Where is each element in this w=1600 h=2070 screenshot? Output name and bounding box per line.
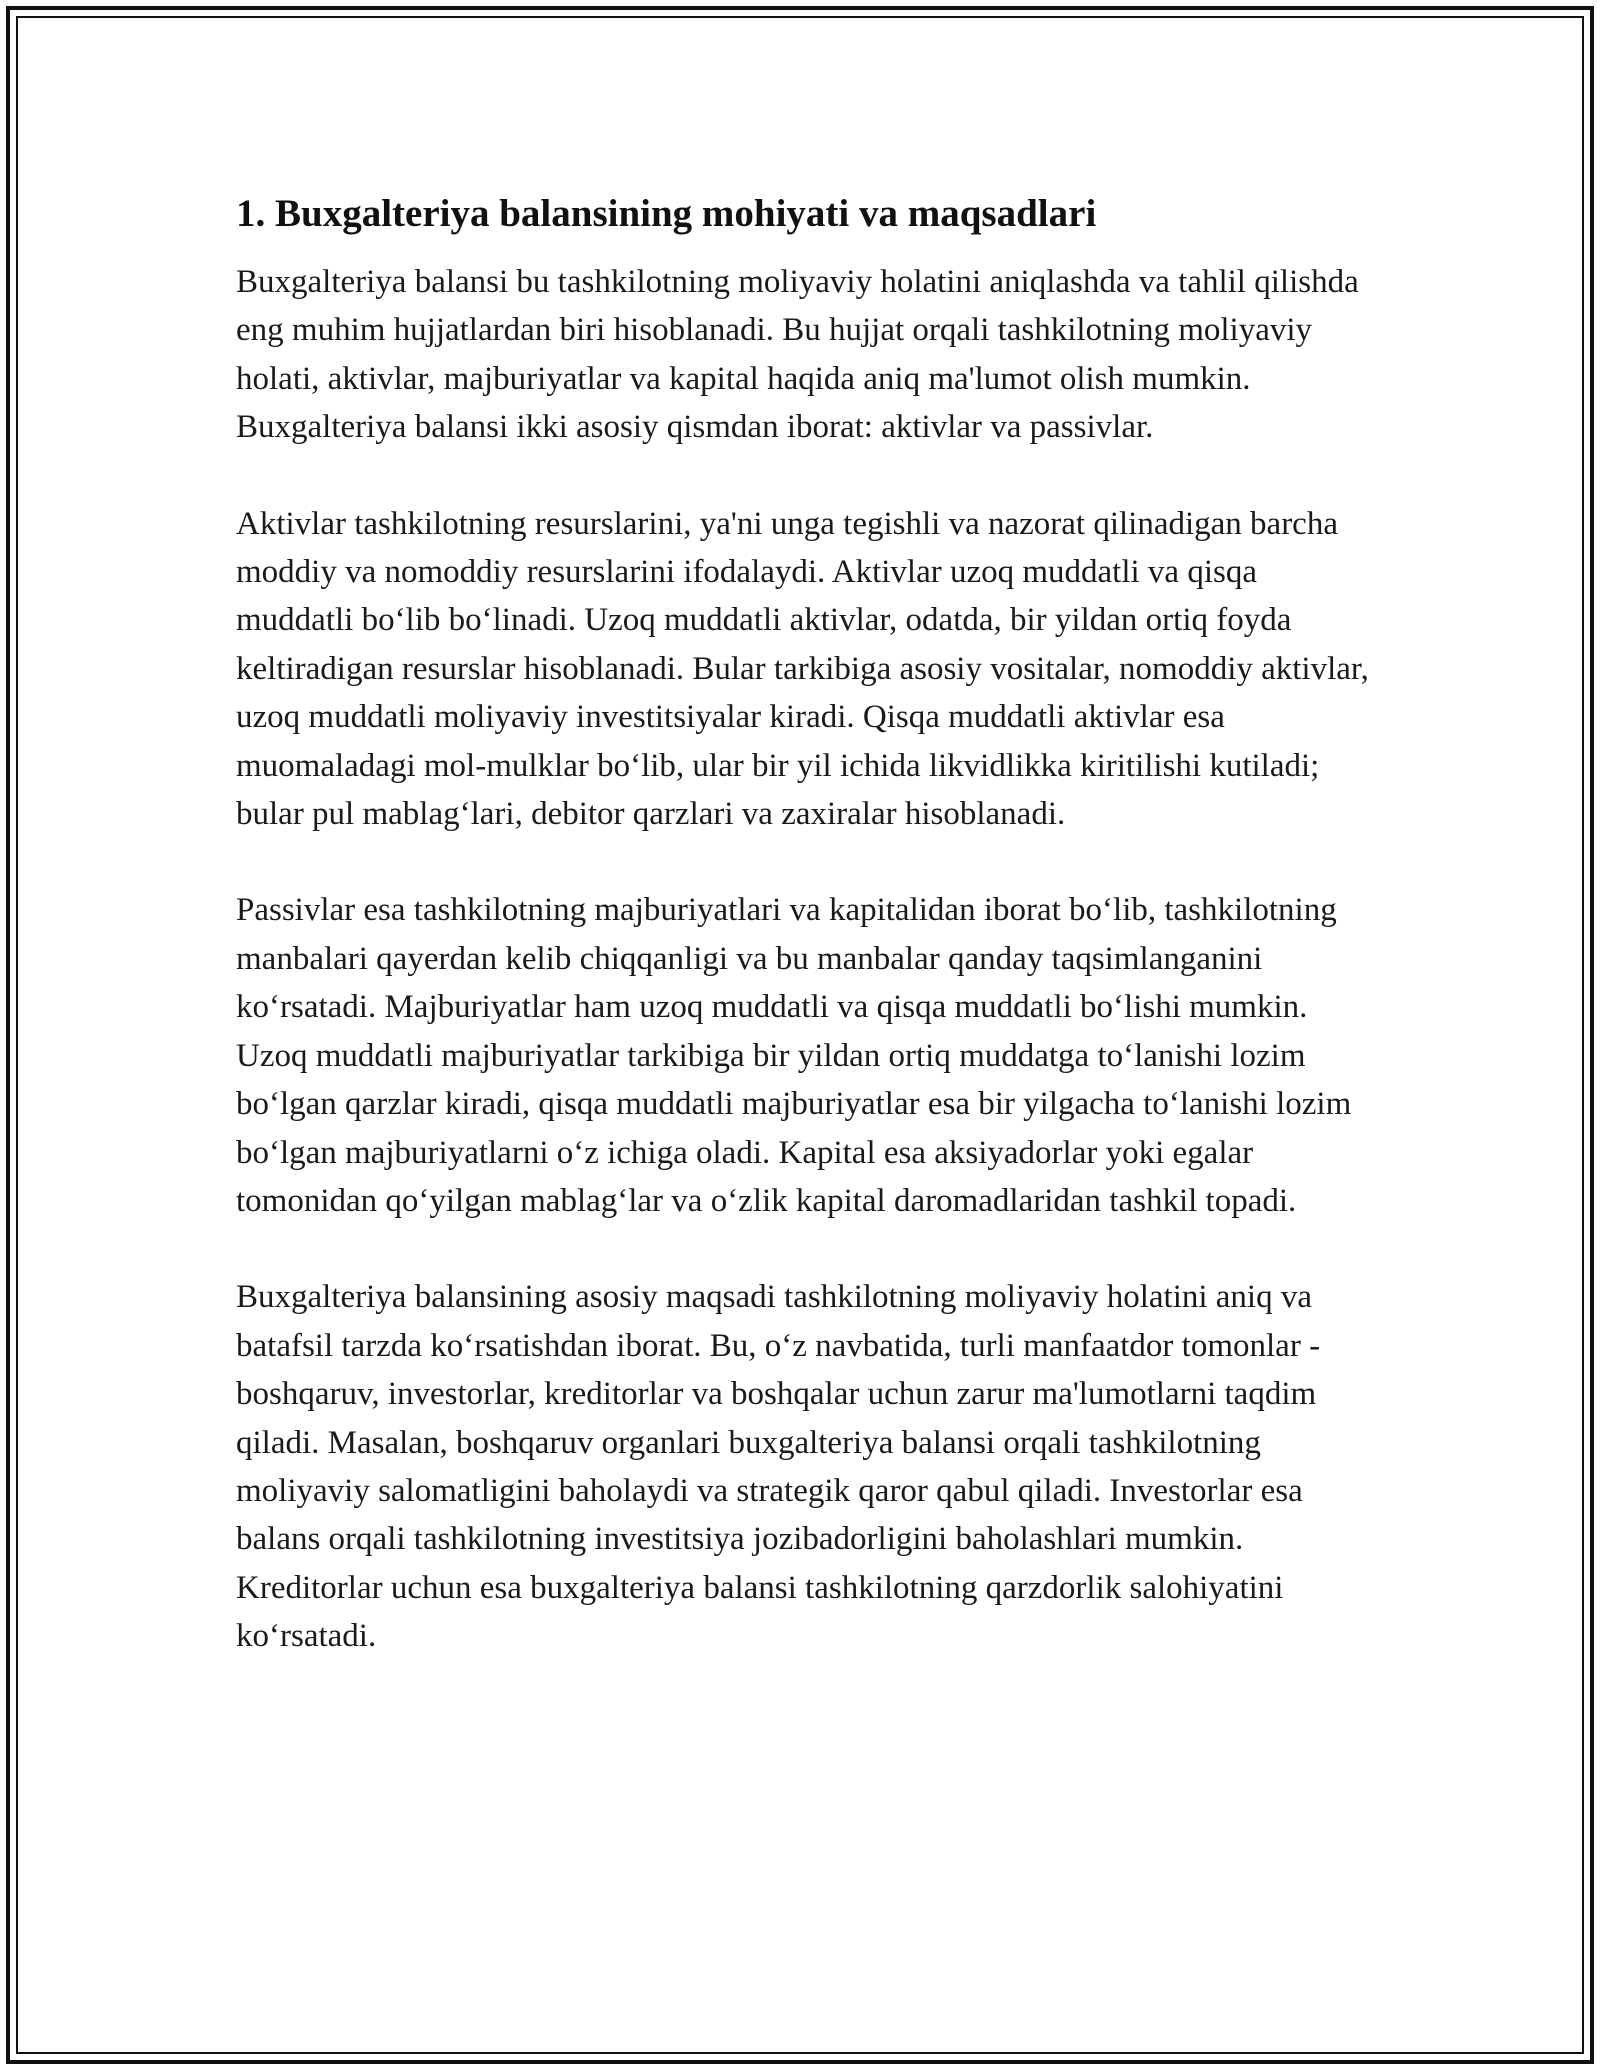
paragraph-purpose: Buxgalteriya balansining asosiy maqsadi tashkilotning moliyaviy holatini aniq va batafsil tarzda ko‘rsatishdan iborat. Bu, o‘z navbatida, turli manfaatdor tomonlar - boshqaruv, investorlar, kreditorlar va boshqalar uchun zarur ma'lumotlarni taqdim qiladi. Masalan, boshqaruv organlari buxgalteriya balansi orqali tashkilotning moliyaviy salomatligini baholaydi va strategik qaror qabul qiladi. Investorlar esa balans orqali tashkilotning investitsiya jozibadorligini baholashlari mumkin. Kreditorlar uchun esa buxgalteriya balansi tashkilotning qarzdorlik salohiyatini ko‘rsatadi.: [236, 1279, 1321, 1655]
paragraph-assets: Aktivlar tashkilotning resurslarini, ya'ni unga tegishli va nazorat qilinadigan barcha moddiy va nomoddiy resurslarini ifodalaydi. Aktivlar uzoq muddatli va qisqa muddatli bo‘lib bo‘linadi. Uzoq muddatli aktivlar, odatda, bir yildan ortiq foyda keltiradigan resurslar hisoblanadi. Bular tarkibiga asosiy vositalar, nomoddiy aktivlar, uzoq muddatli moliyaviy investitsiyalar kiradi. Qisqa muddatli aktivlar esa muomaladagi mol-mulklar bo‘lib, ular bir yil ichida likvidlikka kiritilishi kutiladi; bular pul mablag‘lari, debitor qarzlari va zaxiralar hisoblanadi.: [236, 505, 1369, 833]
section-heading: 1. Buxgalteriya balansining mohiyati va maqsadlari: [236, 192, 1097, 235]
paragraph-liabilities: Passivlar esa tashkilotning majburiyatlari va kapitalidan iborat bo‘lib, tashkilotning manbalari qayerdan kelib chiqqanligi va bu manbalar qanday taqsimlanganini ko‘rsatadi. Majburiyatlar ham uzoq muddatli va qisqa muddatli bo‘lishi mumkin. Uzoq muddatli majburiyatlar tarkibiga bir yildan ortiq muddatga to‘lanishi lozim bo‘lgan qarzlar kiradi, qisqa muddatli majburiyatlar esa bir yilgacha to‘lanishi lozim bo‘lgan majburiyatlarni o‘z ichiga oladi. Kapital esa aksiyadorlar yoki egalar tomonidan qo‘yilgan mablag‘lar va o‘zlik kapital daromadlaridan tashkil topadi.: [236, 892, 1352, 1219]
paragraph-balance-intro: Buxgalteriya balansi bu tashkilotning moliyaviy holatini aniqlashda va tahlil qilishda eng muhim hujjatlardan biri hisoblanadi. Bu hujjat orqali tashkilotning moliyaviy holati, aktivlar, majburiyatlar va kapital haqida aniq ma'lumot olish mumkin. Buxgalteriya balansi ikki asosiy qismdan iborat: aktivlar va passivlar.: [236, 264, 1359, 446]
document-body: [236, 188, 1376, 1709]
